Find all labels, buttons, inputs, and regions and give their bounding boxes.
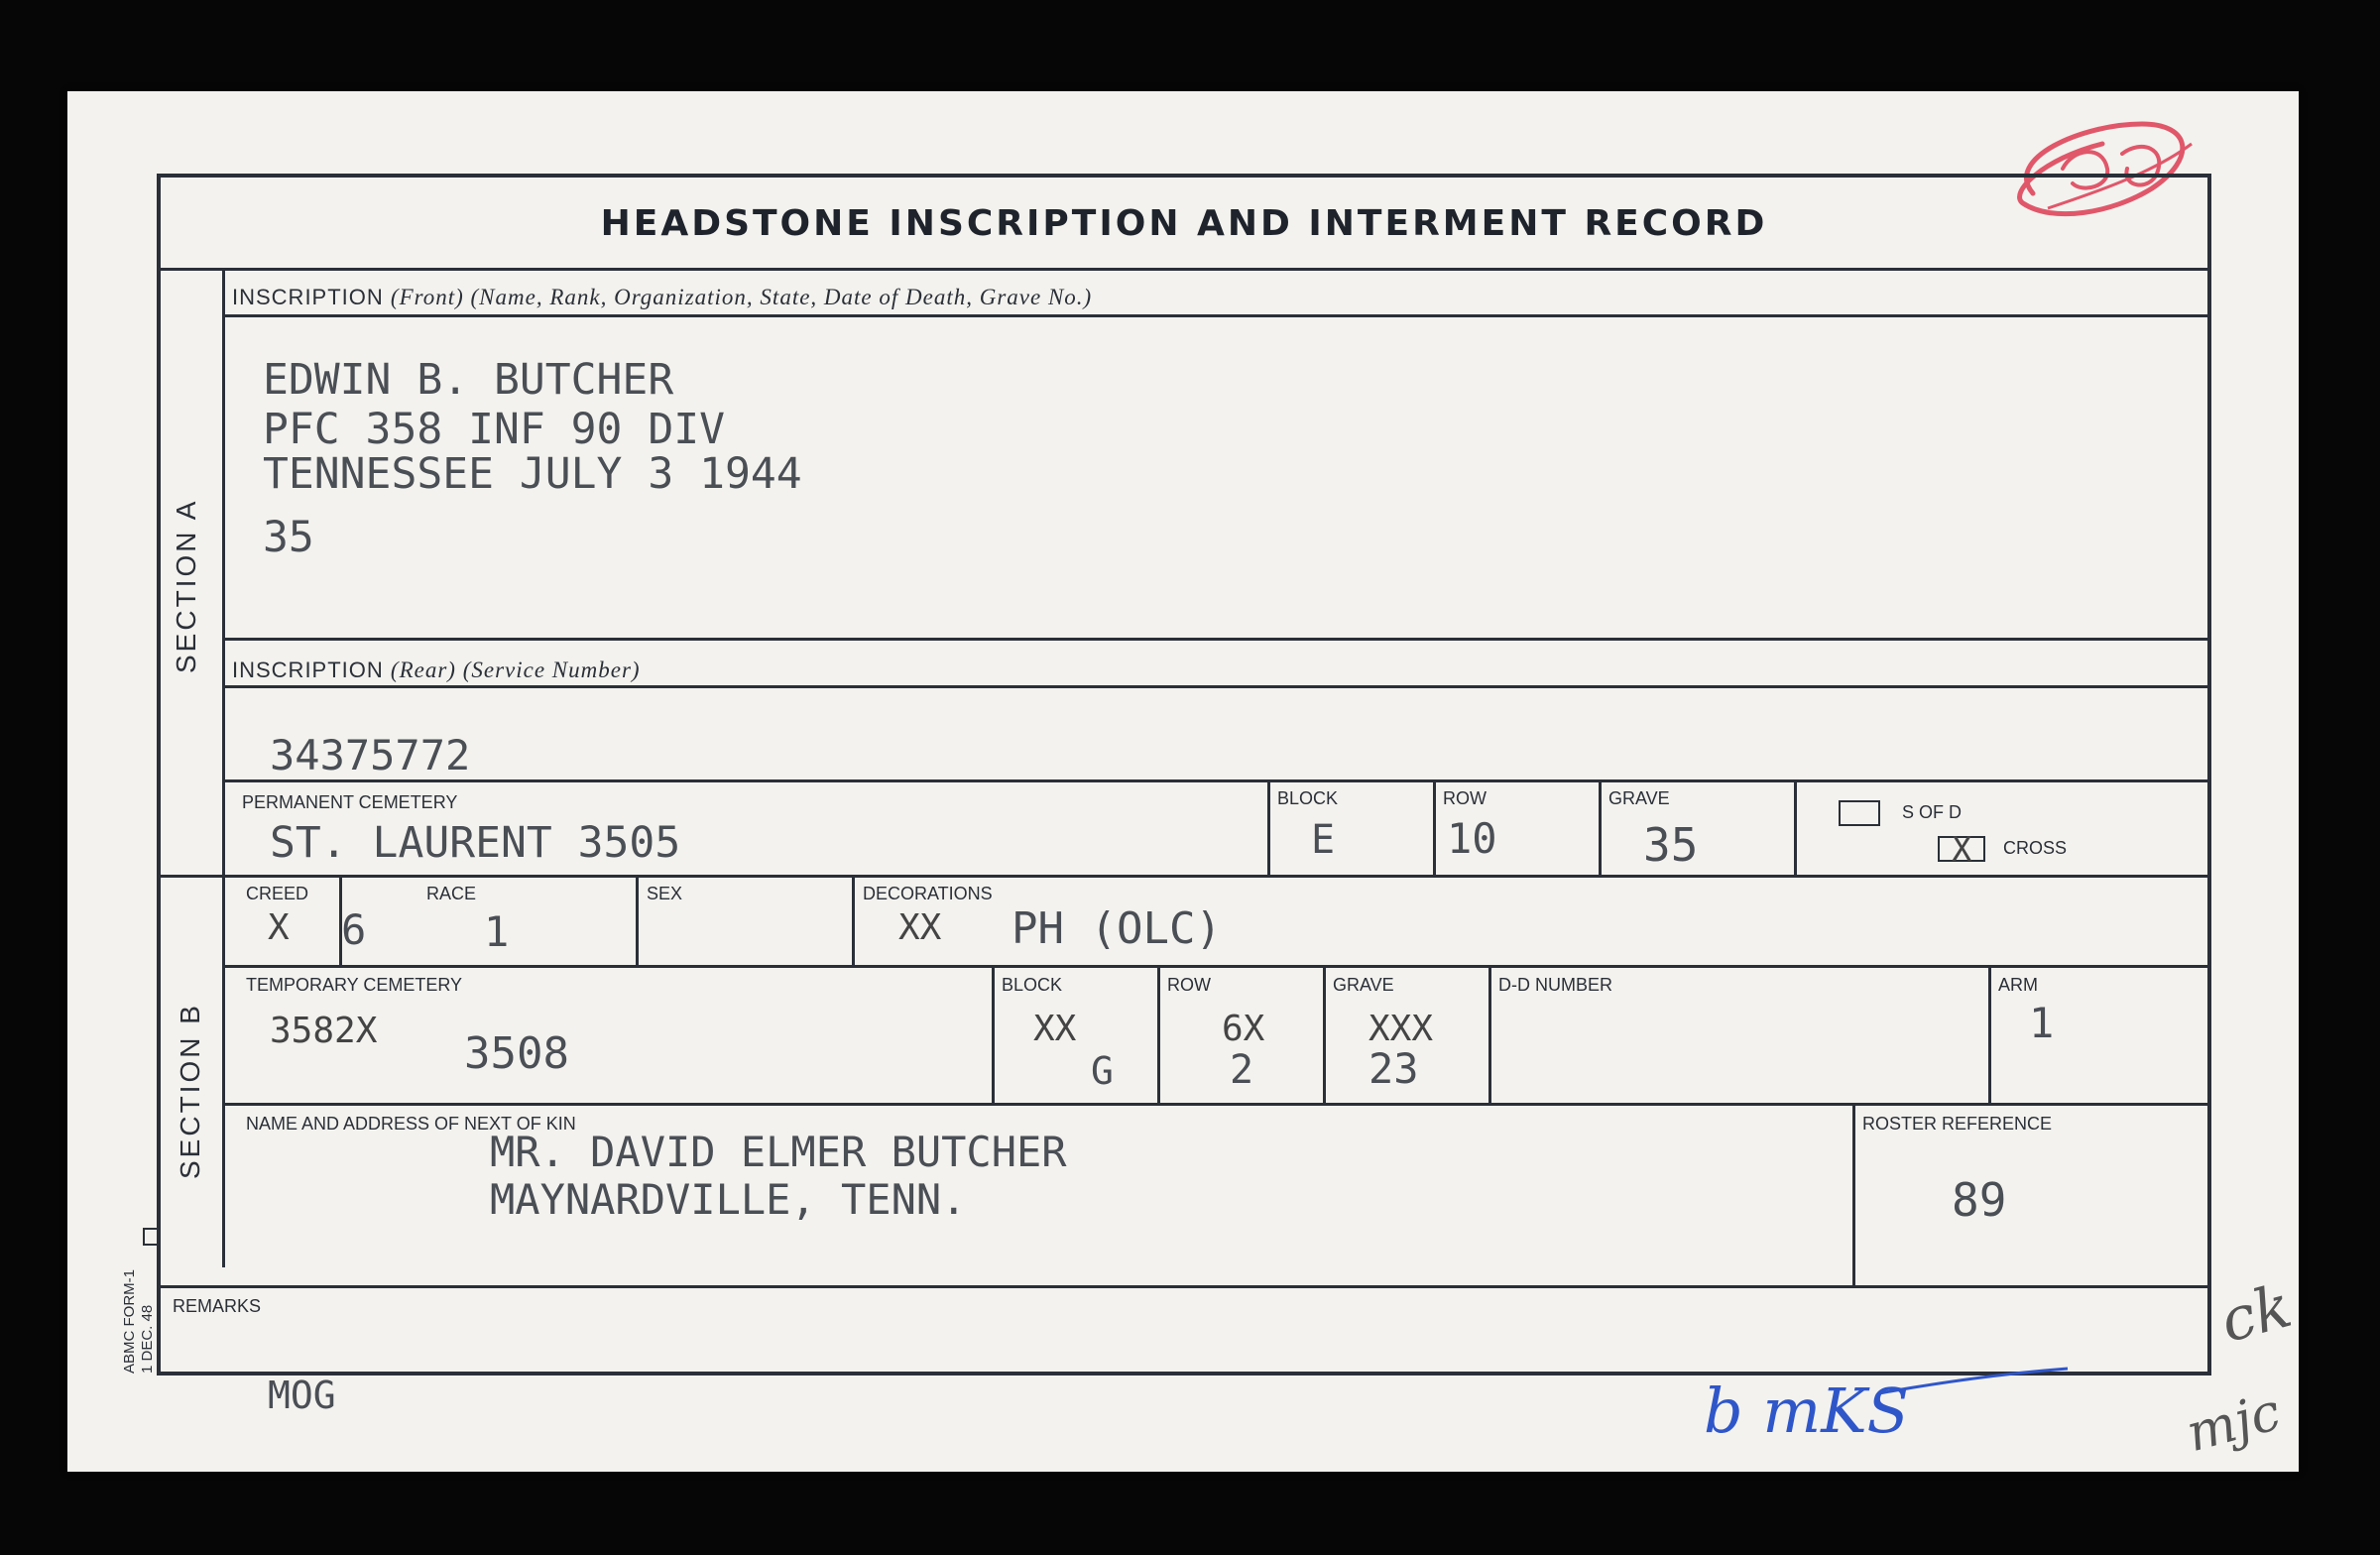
handwritten-blue-note: b mKS xyxy=(1704,1375,1909,1447)
arm-value: 1 xyxy=(2029,999,2055,1047)
s-of-d-checkbox[interactable] xyxy=(1839,800,1880,826)
inscription-rear-label: INSCRIPTION (Rear) (Service Number) xyxy=(232,658,641,682)
decorations-value: PH (OLC) xyxy=(1012,903,1222,954)
inscription-line-1: EDWIN B. BUTCHER xyxy=(263,355,674,405)
form-number-line-2: 1 DEC. 48 xyxy=(139,1304,156,1374)
perm-grave-label: GRAVE xyxy=(1608,788,1670,808)
temp-row-struck: 6X xyxy=(1222,1009,1265,1049)
form-number-line-1: ABMC FORM-1 xyxy=(121,1269,138,1374)
decorations-label: DECORATIONS xyxy=(863,884,993,903)
inscription-front-label: INSCRIPTION (Front) (Name, Rank, Organization, State, Date of Death, Grave No.) xyxy=(232,285,1093,309)
temp-block-struck: XX xyxy=(1033,1009,1077,1049)
temp-block-value: G xyxy=(1091,1049,1114,1093)
race-label: RACE xyxy=(426,884,477,903)
sex-label: SEX xyxy=(647,884,683,903)
section-a-label: SECTION A xyxy=(171,498,201,673)
form-frame xyxy=(157,174,2211,1376)
blue-pen-stroke xyxy=(1874,1364,2073,1403)
creed-struck: X xyxy=(268,907,290,948)
perm-row-label: ROW xyxy=(1443,788,1487,808)
perm-row-value: 10 xyxy=(1447,814,1497,863)
inscription-line-4: 35 xyxy=(263,513,314,562)
next-of-kin-label: NAME AND ADDRESS OF NEXT OF KIN xyxy=(246,1114,576,1134)
perm-grave-value: 35 xyxy=(1643,818,1699,872)
roster-reference-value: 89 xyxy=(1952,1173,2007,1227)
temp-cemetery-label: TEMPORARY CEMETERY xyxy=(246,975,463,995)
s-of-d-label: S OF D xyxy=(1902,802,1963,822)
temp-grave-label: GRAVE xyxy=(1333,975,1394,995)
inscription-line-3: TENNESSEE JULY 3 1944 xyxy=(263,449,802,499)
handwritten-gray-note-1: ck xyxy=(2213,1271,2299,1357)
perm-block-value: E xyxy=(1311,817,1336,863)
inscription-line-2: PFC 358 INF 90 DIV xyxy=(263,405,725,454)
creed-value: 6 xyxy=(341,905,367,954)
next-of-kin-line-2: MAYNARDVILLE, TENN. xyxy=(490,1175,967,1224)
form-corner-checkbox[interactable] xyxy=(143,1228,161,1246)
dd-number-label: D-D NUMBER xyxy=(1498,975,1612,995)
permanent-cemetery-value: ST. LAURENT 3505 xyxy=(270,818,681,868)
creed-label: CREED xyxy=(246,884,309,903)
temp-row-value: 2 xyxy=(1230,1047,1254,1093)
cross-check-mark: X xyxy=(1952,830,1972,870)
handwritten-gray-note-2: mjc xyxy=(2180,1381,2287,1465)
race-value: 1 xyxy=(484,907,510,956)
temp-row-label: ROW xyxy=(1167,975,1211,995)
form-title: HEADSTONE INSCRIPTION AND INTERMENT RECORD xyxy=(600,203,1768,244)
next-of-kin-line-1: MR. DAVID ELMER BUTCHER xyxy=(490,1128,1067,1176)
cross-label: CROSS xyxy=(2003,838,2068,858)
service-number: 34375772 xyxy=(270,731,471,779)
perm-block-label: BLOCK xyxy=(1277,788,1339,808)
cross-checkbox[interactable] xyxy=(1938,830,1985,870)
permanent-cemetery-label: PERMANENT CEMETERY xyxy=(242,792,458,812)
temp-grave-struck: XXX xyxy=(1368,1009,1434,1049)
temp-cemetery-struck: 3582X xyxy=(270,1011,378,1051)
temp-block-label: BLOCK xyxy=(1002,975,1063,995)
arm-label: ARM xyxy=(1998,975,2038,995)
decorations-struck: XX xyxy=(898,907,942,948)
temp-grave-value: 23 xyxy=(1368,1044,1419,1093)
roster-reference-label: ROSTER REFERENCE xyxy=(1862,1114,2053,1134)
section-b-label: SECTION B xyxy=(175,1003,205,1179)
remarks-label: REMARKS xyxy=(173,1296,262,1316)
temp-cemetery-value: 3508 xyxy=(464,1028,569,1079)
bottom-note: MOG xyxy=(268,1374,336,1417)
